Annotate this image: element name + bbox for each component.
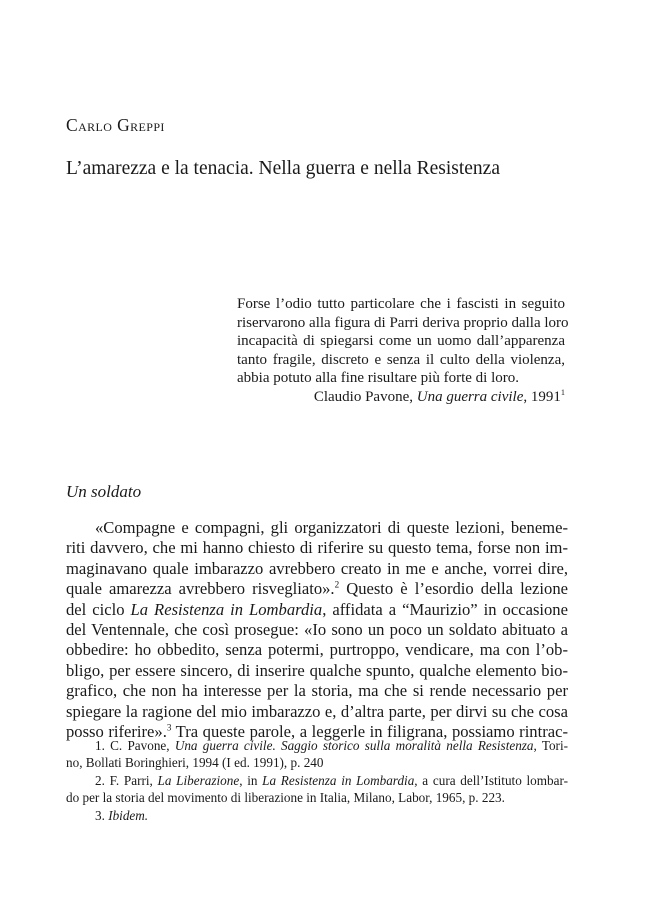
footnotes	[66, 737, 568, 824]
footnote-text: 1. C. Pavone,	[95, 738, 175, 753]
body-text-segment: del ciclo	[66, 599, 131, 619]
epigraph-attribution	[237, 388, 565, 407]
body-line: spiegare la ragione del mio imbarazzo e, d’altra parte, per dirvi su che cosa	[66, 701, 568, 721]
body-text-segment: quale amarezza avrebbero risvegliato».	[66, 579, 335, 599]
footnote-text: 3.	[95, 807, 109, 823]
footnote-2	[66, 772, 568, 789]
attribution-year: , 1991	[523, 388, 561, 405]
footnote-2-cont: do per la storia del movimento di liberazione in Italia, Milano, Labor, 1965, p. 223.	[66, 790, 505, 806]
body-text-segment: Tra queste parole, a leggerle in filigrana, possiamo rintrac-	[171, 722, 568, 742]
footnote-italic: La Resistenza in Lombardia	[262, 772, 415, 788]
body-text-segment: Questo è l’esordio della lezione	[339, 579, 568, 599]
epigraph	[237, 295, 569, 407]
footnote-italic: La Liberazione	[157, 772, 240, 788]
body-line: del Ventennale, che così prosegue: «Io sono un poco un soldato abituato a	[66, 620, 568, 640]
footnote-1	[66, 737, 568, 754]
footnote-ref[interactable]: 1	[560, 387, 565, 397]
footnote-ref[interactable]: 3	[166, 722, 172, 733]
body-italic-title: La Resistenza in Lombardia	[130, 599, 323, 619]
epigraph-line: abbia potuto alla fine risultare più forte di loro.	[237, 370, 519, 387]
body-text-segment: posso riferire».	[66, 722, 167, 742]
footnote-italic: Una guerra civile. Saggio storico sulla moralità nella Resistenza	[174, 738, 534, 753]
footnote-text: , a cura dell’Istituto lombar-	[414, 772, 568, 788]
body-line: «Compagne e compagni, gli organizzatori di queste lezioni, beneme-	[95, 518, 568, 537]
footnote-text: , Tori-	[533, 738, 568, 753]
footnote-3	[66, 807, 568, 824]
epigraph-line: Forse l’odio tutto particolare che i fascisti in seguito	[237, 296, 565, 312]
body-line	[66, 579, 568, 599]
epigraph-line: riservarono alla figura di Parri deriva proprio dalla loro	[237, 314, 569, 331]
footnote-text: 2. F. Parri,	[95, 772, 158, 788]
body-paragraph	[66, 518, 568, 742]
attribution-author: Claudio Pavone,	[313, 388, 417, 405]
section-heading: Un soldato	[66, 482, 142, 501]
epigraph-line: incapacità di spiegarsi come un uomo dall’apparenza	[237, 333, 565, 350]
body-text-segment: , affidata a “Maurizio” in occasione	[322, 599, 568, 619]
footnote-1-cont: no, Bollati Boringhieri, 1994 (I ed. 1991), p. 240	[66, 755, 324, 771]
author-name: Carlo Greppi	[66, 115, 165, 135]
footnote-ref[interactable]: 2	[334, 579, 340, 590]
chapter-title: L’amarezza e la tenacia. Nella guerra e nella Resistenza	[66, 158, 500, 179]
body-line	[66, 600, 568, 620]
footnote-text: , in	[239, 772, 263, 788]
body-line: obbedire: ho obbedito, senza potermi, purtroppo, vendicare, ma con l’ob-	[66, 640, 568, 660]
footnote-italic: Ibidem.	[108, 807, 149, 823]
body-line: maginavano quale imbarazzo avrebbero creato in me e anche, vorrei dire,	[66, 558, 568, 578]
body-line: riti davvero, che mi hanno chiesto di riferire su questo tema, forse non im-	[66, 538, 568, 558]
epigraph-line: tanto fragile, discreto e senza il culto della violenza,	[237, 351, 565, 368]
attribution-work: Una guerra civile	[416, 388, 524, 405]
body-line: grafico, che non ha interesse per la storia, ma che si rende necessario per	[66, 681, 568, 701]
body-line: bligo, per essere sincero, di inserire qualche spunto, qualche elemento bio-	[66, 660, 568, 680]
